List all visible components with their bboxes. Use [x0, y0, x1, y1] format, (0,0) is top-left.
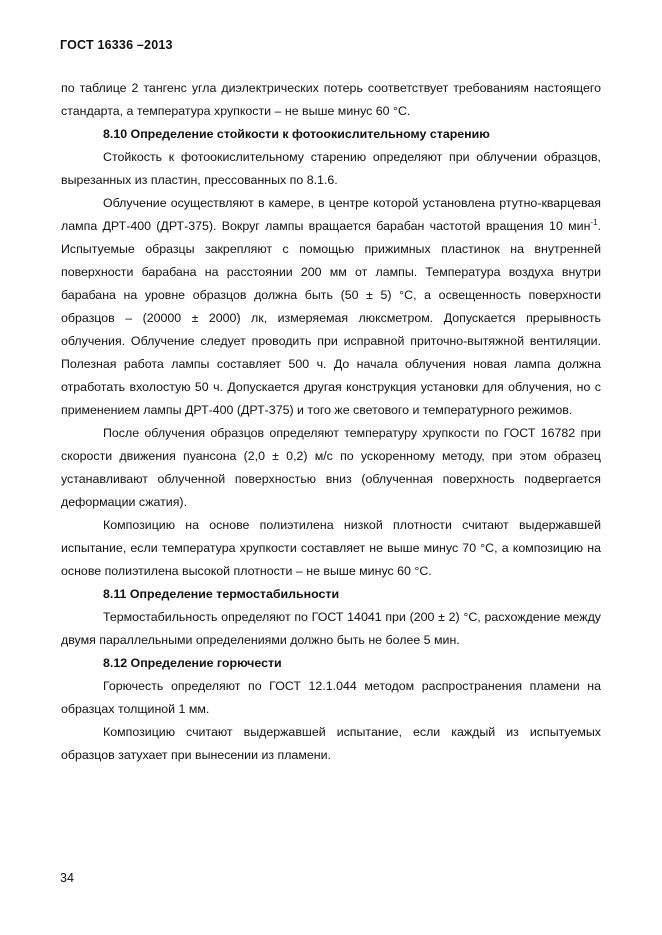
- paragraph-photooxidation-intro: Стойкость к фотоокислительному старению определяют при облучении образцов, вырезанных из пластин, прессованных по 8.1.6.: [61, 150, 601, 187]
- paragraph-flammability: Горючесть определяют по ГОСТ 12.1.044 методом распространения пламени на образцах толщиной 1 мм.: [61, 679, 601, 716]
- document-body: [61, 77, 601, 767]
- section-heading-8-10: 8.10 Определение стойкости к фотоокислительному старению: [103, 127, 490, 141]
- paragraph-flammability-pass: Композицию считают выдержавшей испытание, если каждый из испытуемых образцов затухает при вынесении из пламени.: [61, 725, 601, 762]
- paragraph-continuation: по таблице 2 тангенс угла диэлектрических потерь соответствует требованиям настоящего стандарта, а температура хрупкости – не выше минус 60 °С.: [61, 81, 601, 118]
- paragraph-after-irradiation: После облучения образцов определяют температуру хрупкости по ГОСТ 16782 при скорости движения пуансона (2,0 ± 0,2) м/с по ускоренному методу, при этом образец устанавливают облученной поверхностью вниз (облученная поверхность подвергается деформации сжатия).: [61, 426, 601, 509]
- irradiation-superscript: -1: [590, 218, 598, 227]
- paragraph-irradiation-setup: [61, 192, 601, 422]
- document-header: ГОСТ 16336 –2013: [60, 38, 173, 52]
- irradiation-text-after: . Испытуемые образцы закрепляют с помощью прижимных пластинок на внутренней поверхности барабана на расстоянии 200 мм от лампы. Температура воздуха внутри барабана на уровне образцов должна быть (50 ± 5) °С, а освещенность поверхности образцов – (20000 ± 2000) лк, измеряемая люксметром. Допускается прерывность облучения. Облучение следует проводить при исправной приточно-вытяжной вентиляции. Полезная работа лампы составляет 500 ч. До начала облучения новая лампа должна отработать вхолостую 50 ч. Допускается другая конструкция установки для облучения, но с применением лампы ДРТ-400 (ДРТ-375) и того же светового и температурного режимов.: [61, 219, 601, 417]
- page-number: 34: [60, 871, 74, 885]
- paragraph-thermostability: Термостабильность определяют по ГОСТ 14041 при (200 ± 2) °С, расхождение между двумя параллельными определениями должно быть не более 5 мин.: [61, 610, 601, 647]
- section-heading-8-12: 8.12 Определение горючести: [103, 656, 282, 670]
- irradiation-text-before: Облучение осуществляют в камере, в центре которой установлена ртутно-кварцевая лампа ДРТ-400 (ДРТ-375). Вокруг лампы вращается барабан частотой вращения 10 мин: [61, 196, 601, 233]
- paragraph-composition-pass: Композицию на основе полиэтилена низкой плотности считают выдержавшей испытание, если температура хрупкости составляет не выше минус 70 °С, а композицию на основе полиэтилена высокой плотности – не выше минус 60 °С.: [61, 518, 601, 578]
- section-heading-8-11: 8.11 Определение термостабильности: [103, 587, 340, 601]
